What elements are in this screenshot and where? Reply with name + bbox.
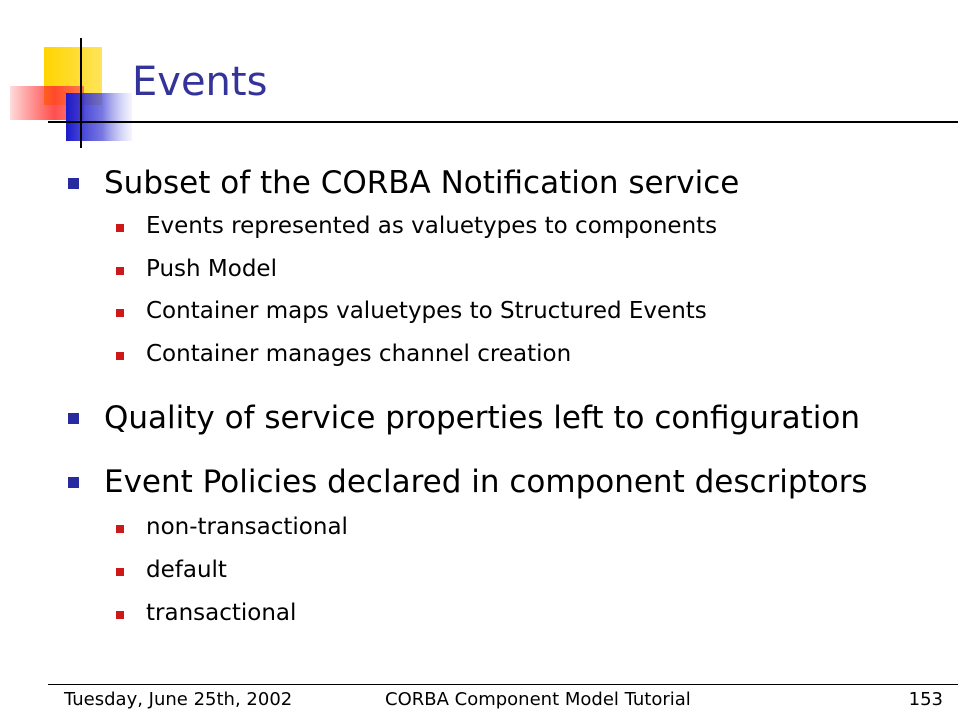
page-number: 153 [908, 689, 943, 710]
sub-bullet-valuetypes [146, 213, 717, 239]
sub-bullet-default [146, 557, 227, 583]
square-bullet-icon [116, 224, 124, 232]
bullet-text: Quality of service properties left to configuration [104, 400, 860, 436]
bullet-notification-service [104, 166, 739, 200]
square-bullet-icon [68, 413, 79, 424]
square-bullet-icon [116, 267, 124, 275]
square-bullet-icon [116, 568, 124, 576]
footer-title: CORBA Component Model Tutorial [385, 689, 691, 710]
footer-date: Tuesday, June 25th, 2002 [64, 689, 293, 710]
bullet-text: Subset of the CORBA Notification service [104, 165, 740, 201]
sub-bullet-text: non-transactional [146, 514, 348, 540]
sub-bullet-non-transactional [146, 514, 348, 540]
slide-title: Events [132, 59, 268, 105]
sub-bullet-push-model [146, 256, 277, 282]
square-bullet-icon [116, 525, 124, 533]
sub-bullet-text: transactional [146, 600, 297, 626]
square-bullet-icon [116, 309, 124, 317]
sub-bullet-text: Container manages channel creation [146, 341, 572, 367]
sub-bullet-text: Push Model [146, 256, 277, 282]
bullet-text: Event Policies declared in component descriptors [104, 464, 868, 500]
sub-bullet-text: Container maps valuetypes to Structured Events [146, 298, 707, 324]
footer-divider [48, 684, 958, 685]
sub-bullet-text: Events represented as valuetypes to components [146, 213, 718, 239]
sub-bullet-structured-events [146, 298, 707, 324]
bullet-event-policies [104, 465, 868, 499]
square-bullet-icon [68, 178, 79, 189]
square-bullet-icon [116, 611, 124, 619]
square-bullet-icon [116, 352, 124, 360]
square-bullet-icon [68, 477, 79, 488]
sub-bullet-channel-creation [146, 341, 571, 367]
sub-bullet-transactional [146, 600, 296, 626]
bullet-quality-of-service [104, 401, 860, 435]
sub-bullet-text: default [146, 557, 227, 583]
